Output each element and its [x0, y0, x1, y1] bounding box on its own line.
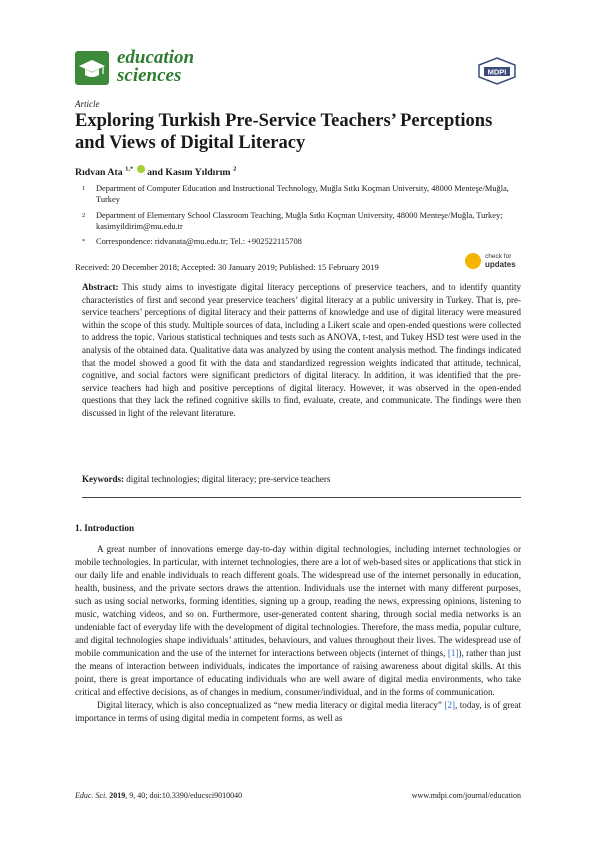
footer-journal-abbrev: Educ. Sci. — [75, 791, 108, 800]
footer-volume-doi: , 9, 40; doi:10.3390/educsci9010040 — [125, 791, 243, 800]
abstract-divider — [82, 497, 521, 498]
body-p1-part1: A great number of innovations emerge day-to-day within digital technologies, including internet technologies or mobile technologies. In particular, with internet technologies, there are a lot of web-based sites or applications that stick in our daily life and enable individuals to reach different goals. The widespread use of the internet personally in education, health, business, and the private sectors draws the attention. Individuals use the internet with many different purposes, such as using social networks, forming identities, signing up a group, reading the news, expressing opinions, listening to music, watching videos, and so on. Furthermore, user-generated content sharing, through social media networks is an undeniable fact of everyday life with the development of digital technologies. Therefore, the mass media, popular culture, and digital technologies shape individuals’ attitudes, behaviours, and values throughout their lives. The widespread use of mobile communication and the use of the internet for interactions between objects (internet of things, — [75, 544, 521, 658]
body-text — [75, 543, 521, 725]
citation-link-1[interactable]: [1] — [447, 648, 459, 658]
journal-logo — [75, 51, 109, 85]
abstract-text: This study aims to investigate digital literacy perceptions of preservice teachers, and to identify quantity characteristics of first and second year preservice teachers’ digital literacy at a public university in Turkey. That is, pre-service teachers’ perceptions of digital literacy and their patterns of knowledge and use of digital literacy were measured within the scope of this study. Multiple sources of data, including a Likert scale and open-ended questions were collected to address the topic. Various statistical techniques and tests such as ANOVA, t-test, and Tukey HSD test were used in the analysis of the obtained data. Qualitative data was analyzed by using the content analysis method. The findings indicated that the model showed a good fit with the data and standardized regression weights indicated that attitude, technical, cognitive, and social factors were significant predictors of digital literacy. In addition, it was identified that the pre-service teachers had high and positive perceptions of digital literacy. However, it was observed in the open-ended questions that they lack the refined cognitive skills to find, evaluate, create, and communicate. The findings were then discussed in light of the relevant literature. — [82, 282, 522, 418]
body-p2-part2: , today, is of great importance in terms of using digital media in competent forms, as well as — [75, 700, 521, 723]
author-1-name[interactable]: Rıdvan Ata — [75, 167, 123, 178]
body-paragraph-1 — [75, 543, 521, 699]
abstract-label: Abstract: — [82, 282, 119, 292]
orcid-icon[interactable] — [137, 165, 145, 173]
keywords-label: Keywords: — [82, 474, 124, 484]
affiliation-2-text: Department of Elementary School Classroom Teaching, Muğla Sıtkı Koçman University, 48000 Menteşe/Muğla, Turkey; kasimyildirim@mu.edu.tr — [96, 211, 503, 231]
graduation-cap-icon — [75, 51, 109, 85]
body-p1-part2: ), rather than just the means of interaction between individuals, indicates the importance of raising awareness about digital skills. At this point, there is great importance of educating individuals who are well aware of digital media environments, who take critical and effective decisions, as of changes in medium, consumer/individual, and in the forms of communication. — [75, 648, 521, 697]
publication-dates: Received: 20 December 2018; Accepted: 30 January 2019; Published: 15 February 2019 — [75, 262, 379, 272]
footer-citation — [75, 791, 242, 800]
author-2-affiliation-sup: 2 — [233, 165, 237, 173]
section-heading: 1. Introduction — [75, 523, 135, 533]
mdpi-logo-text: MDPI — [487, 67, 507, 77]
check-updates-line2: updates — [485, 260, 516, 269]
check-updates-icon — [465, 253, 481, 269]
journal-name-line2: sciences — [117, 65, 182, 86]
article-title: Exploring Turkish Pre-Service Teachers’ Perceptions and Views of Digital Literacy — [75, 111, 493, 153]
authors-line — [75, 165, 236, 178]
body-paragraph-2 — [75, 699, 521, 725]
footer-year: 2019 — [109, 791, 126, 800]
author-connector: and — [147, 167, 163, 178]
author-2-name[interactable]: Kasım Yıldırım — [165, 167, 231, 178]
body-p2-part1: Digital literacy, which is also conceptualized as “new media literacy or digital media literacy” — [97, 700, 445, 710]
journal-name — [117, 49, 194, 85]
correspondence-marker: * — [82, 238, 86, 245]
journal-name-line1: education — [117, 47, 195, 68]
abstract — [82, 281, 521, 420]
keywords-text: digital technologies; digital literacy; pre-service teachers — [126, 474, 331, 484]
keywords — [82, 474, 521, 484]
affiliation-2-number: 2 — [82, 212, 86, 219]
check-updates-line1: check for — [485, 253, 512, 260]
affiliation-1-number: 1 — [82, 185, 86, 192]
affiliation-1-text: Department of Computer Education and Instructional Technology, Muğla Sıtkı Koçman University, 48000 Menteşe/Muğla, Turkey — [96, 184, 509, 204]
author-1-affiliation-sup: 1,* — [125, 165, 134, 173]
mdpi-logo — [475, 57, 519, 85]
correspondence-text: Correspondence: ridvanata@mu.edu.tr; Tel.: +902522115708 — [96, 237, 302, 246]
article-type: Article — [75, 99, 100, 109]
footer-journal-url[interactable]: www.mdpi.com/journal/education — [411, 791, 521, 800]
check-updates-badge[interactable] — [465, 251, 521, 273]
citation-link-2[interactable]: [2] — [444, 700, 455, 710]
